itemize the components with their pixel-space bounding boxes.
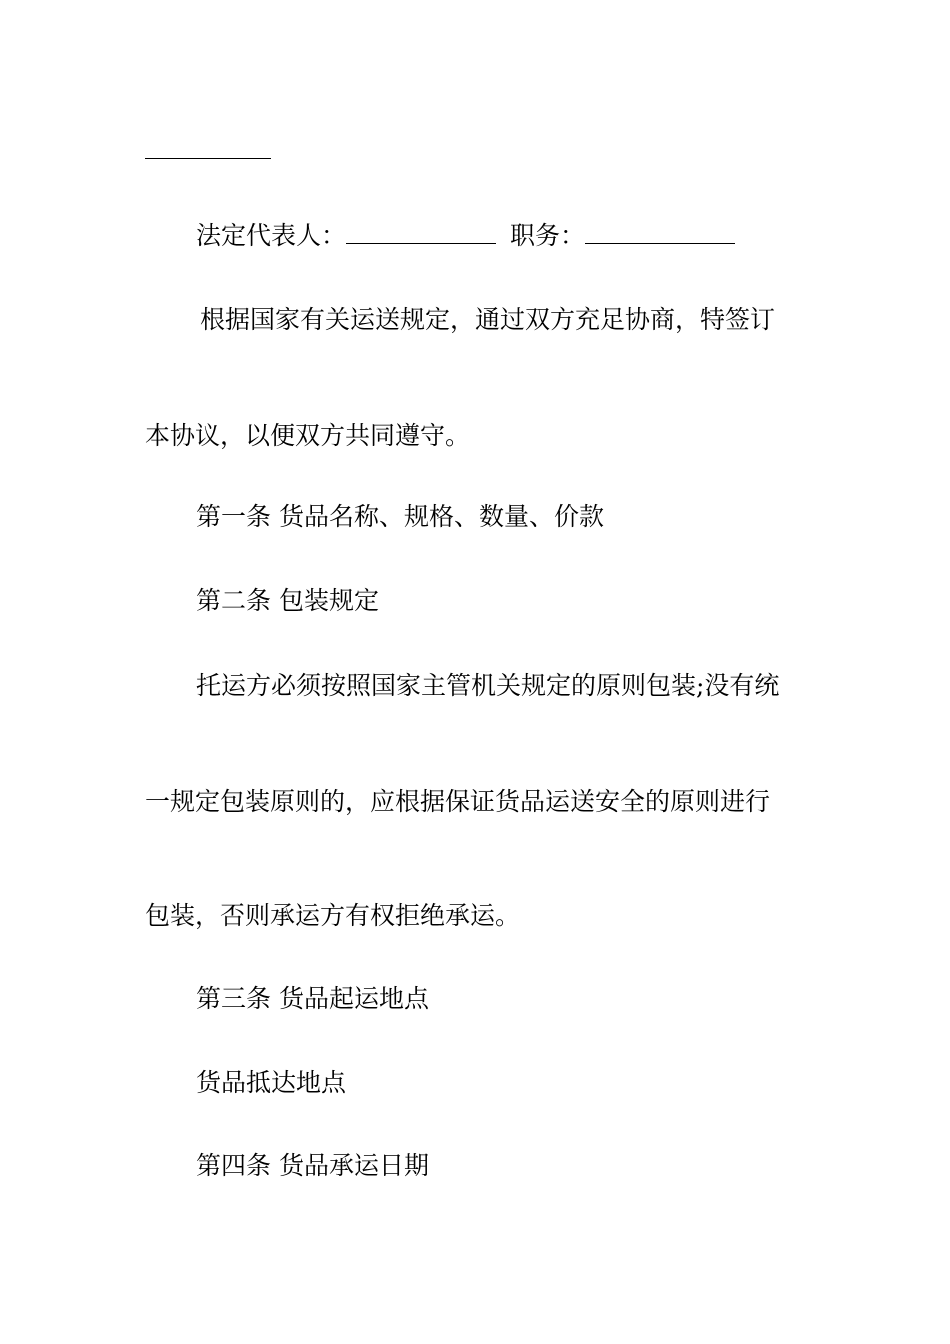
article-3-heading: 第三条 货品起运地点	[196, 984, 429, 1013]
paragraph-1-line-1: 根据国家有关运送规定，通过双方充足协商，特签订	[200, 305, 776, 334]
position-blank	[585, 223, 735, 244]
paragraph-2-line-3: 包装，否则承运方有权拒绝承运。	[145, 901, 521, 930]
paragraph-2-line-1: 托运方必须按照国家主管机关规定的原则包装;没有统	[196, 671, 780, 700]
signature-blank-line	[145, 158, 271, 159]
article-2-heading: 第二条 包装规定	[196, 586, 379, 615]
position-label: 职务：	[510, 221, 586, 250]
paragraph-1-line-2: 本协议，以便双方共同遵守。	[145, 421, 471, 450]
article-1-heading: 第一条 货品名称、规格、数量、价款	[196, 502, 604, 531]
arrival-location-line: 货品抵达地点	[196, 1068, 347, 1097]
article-4-heading: 第四条 货品承运日期	[196, 1151, 429, 1180]
legal-rep-label: 法定代表人：	[196, 221, 347, 250]
legal-rep-line	[196, 220, 735, 252]
paragraph-2-line-2: 一规定包装原则的，应根据保证货品运送安全的原则进行	[145, 787, 771, 816]
legal-rep-blank	[346, 223, 496, 244]
